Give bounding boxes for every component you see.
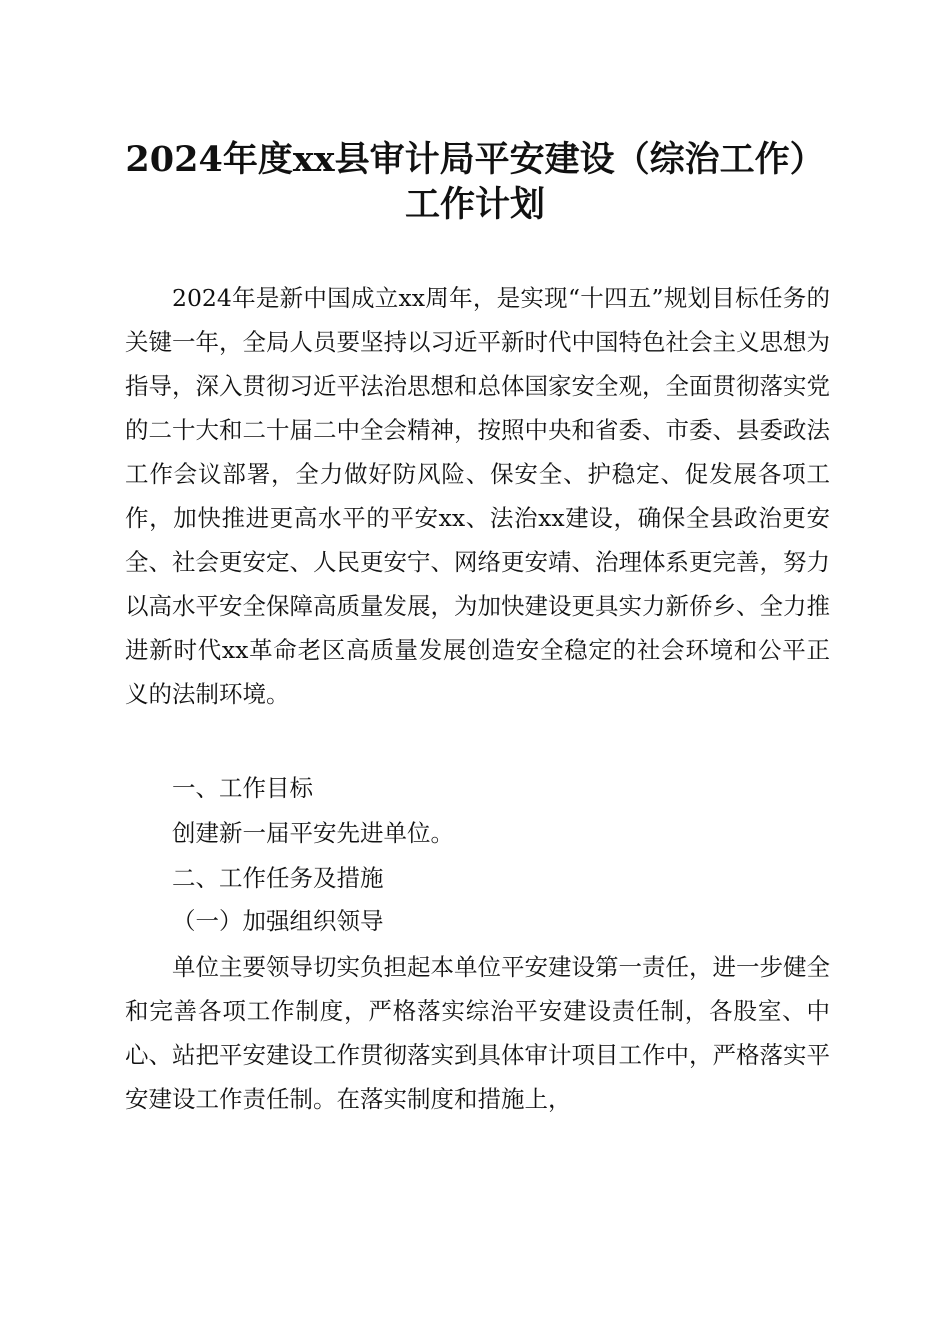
document-title-line-2: 工作计划 — [404, 184, 545, 225]
intro-paragraph: 2024年是新中国成立xx周年，是实现“十四五”规划目标任务的关键一年，全局人员要坚持以习近平新时代中国特色社会主义思想为指导，深入贯彻习近平法治思想和总体国家安全观，全面贯彻落实党的二十大和二十届二中全会精神，按照中央和省委、市委、县委政法工作会议部署，全力做好防风险、保安全、护稳定、促发展各项工作，加快推进更高水平的平安xx、法治xx建设，确保全县政治更安全、社会更安定、人民更安宁、网络更安靖、治理体系更完善，努力以高水平安全保障高质量发展，为加快建设更具实力新侨乡、全力推进新时代xx革命老区高质量发展创造安全稳定的社会环境和公平正义的法制环境。 — [125, 284, 830, 708]
subsection-heading-organization: （一）加强组织领导 — [172, 907, 384, 935]
section-heading-tasks: 二、工作任务及措施 — [172, 864, 384, 892]
section-goals-text: 创建新一届平安先进单位。 — [172, 819, 454, 847]
organization-paragraph: 单位主要领导切实负担起本单位平安建设第一责任，进一步健全和完善各项工作制度，严格落实综治平安建设责任制，各股室、中心、站把平安建设工作贯彻落实到具体审计项目工作中，严格落实平安建设工作责任制。在落实制度和措施上， — [125, 953, 830, 1113]
document-title-line-1: 2024年度xx县审计局平安建设（综治工作） — [125, 139, 825, 180]
section-heading-goals: 一、工作目标 — [172, 774, 313, 802]
